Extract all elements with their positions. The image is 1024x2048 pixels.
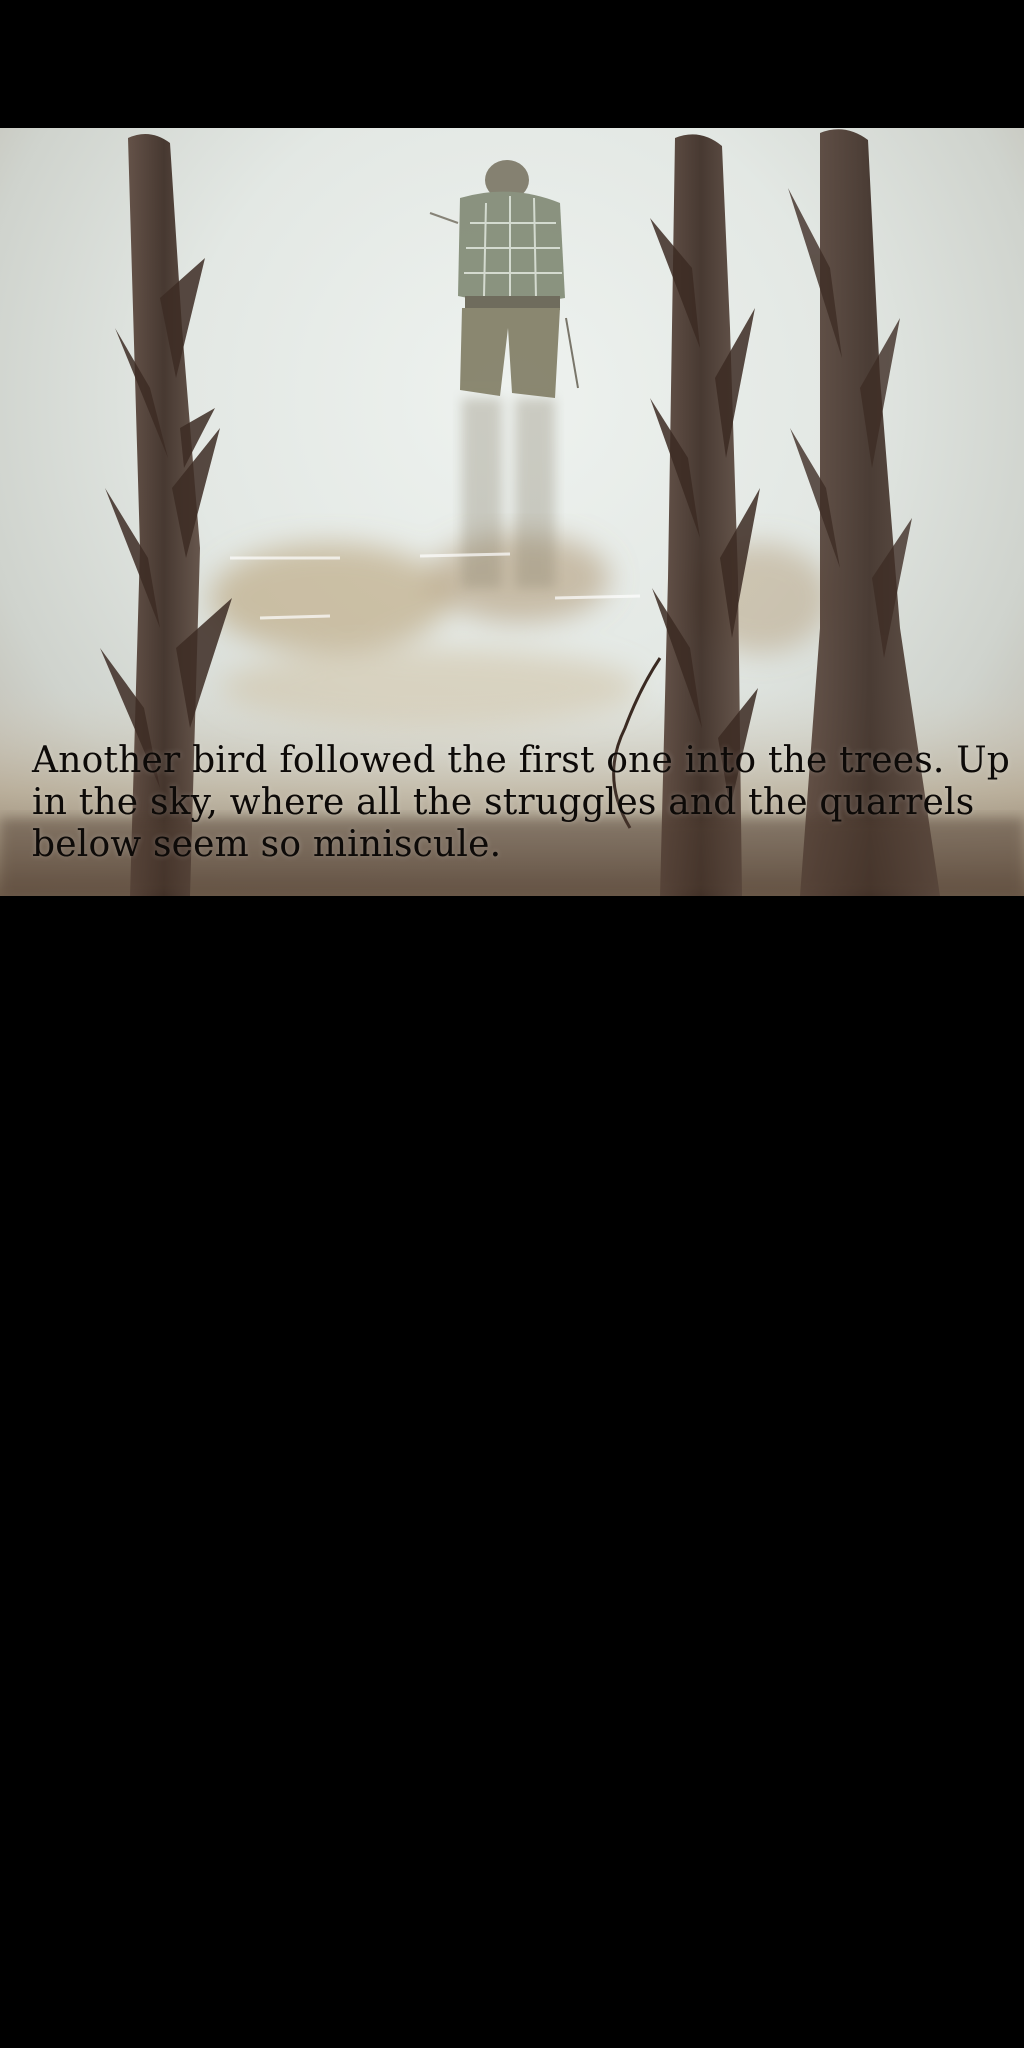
fisherman-figure[interactable]: [430, 160, 578, 398]
figure-rope: [566, 318, 578, 388]
fishing-rod: [430, 213, 458, 223]
narration-text: Another bird followed the first one into the trees. Up in the sky, where all the struggles and the quarrels below seem so miniscule.: [32, 740, 1010, 865]
figure-trousers: [460, 308, 560, 398]
figure-belt: [465, 296, 560, 310]
scene-illustration[interactable]: [0, 128, 1024, 896]
